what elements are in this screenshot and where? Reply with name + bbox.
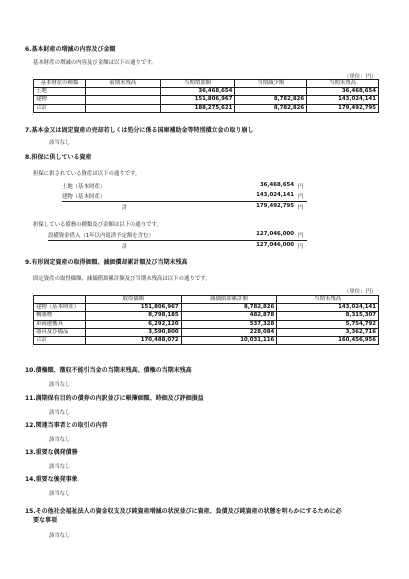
cell: 合計: [34, 104, 86, 112]
section-9-heading: 9.有形固定資産の取得価額、減価償却累計額及び当期末残高: [25, 259, 188, 266]
section-14-heading: 14.重要な後発事象: [25, 476, 78, 483]
table-header-row: [34, 80, 379, 88]
section-14-body: 該当なし: [49, 491, 71, 497]
header-cell: 基本財産の種類: [34, 80, 86, 88]
cell: 5,754,792: [277, 320, 379, 328]
collateral-total-row: [0, 203, 409, 211]
collateral-value: 36,468,654: [259, 182, 294, 188]
cell: 建物（基本財産）: [34, 304, 86, 312]
section-8-intro1: 担保に供されている資産は以下の通りです。: [33, 171, 141, 177]
cell: 3,590,800: [85, 328, 181, 336]
collateral-row: [0, 192, 409, 200]
cell: 8,782,826: [235, 96, 307, 104]
cell: 8,798,185: [85, 312, 181, 320]
table-row: [34, 96, 379, 104]
header-cell: 当期末残高: [307, 80, 379, 88]
cell: 建物: [34, 96, 86, 104]
table-header-row: [34, 296, 379, 304]
header-cell: 当期減少額: [235, 80, 307, 88]
table-row: [34, 328, 379, 336]
header-cell: 当期末残高: [277, 296, 379, 304]
cell: 36,468,654: [160, 88, 235, 96]
fixed-asset-table: [33, 295, 379, 345]
cell: 10,031,116: [181, 337, 277, 345]
debt-row: [0, 231, 409, 239]
cell: 8,315,307: [277, 312, 379, 320]
cell: 構築物: [34, 312, 86, 320]
divider: [48, 240, 307, 241]
collateral-unit: 円: [298, 184, 304, 190]
debt-total-row: [0, 242, 409, 250]
section-9-intro: 固定資産の取得価額、減価償却累計額及び当期末残高は以下の通りです。: [33, 276, 211, 282]
cell: 8,782,826: [181, 304, 277, 312]
debt-unit: 円: [298, 233, 304, 239]
cell: 143,024,141: [307, 96, 379, 104]
cell: [235, 88, 307, 96]
section-11-heading: 11.満期保有目的の債券の内訳並びに帳簿価額、時価及び評価損益: [25, 395, 204, 402]
section-9-unit: （単位：円）: [344, 289, 377, 295]
cell: 188,275,621: [160, 104, 235, 112]
collateral-value: 143,024,141: [256, 192, 294, 198]
section-10-heading: 10.債権額、徴収不能引当金の当期末残高、債権の当期末残高: [25, 367, 192, 374]
collateral-label: 土地（基本財産）: [62, 184, 106, 190]
section-12-body: 該当なし: [49, 437, 71, 443]
section-15-body: 該当なし: [49, 533, 71, 539]
section-15-heading: 15.その他社会福祉法人の資金収支及び純資産増減の状況並びに資産、負債及び純資産の状態を明らかにするために必: [25, 508, 342, 515]
cell: 228,084: [181, 328, 277, 336]
collateral-row: [0, 182, 409, 190]
cell: 537,328: [181, 320, 277, 328]
section-8-heading: 8.担保に供している資産: [25, 154, 92, 161]
cell: 36,468,654: [307, 88, 379, 96]
header-cell: 取得価額: [85, 296, 181, 304]
table-row: [34, 320, 379, 328]
section-6-unit: （単位：円）: [344, 74, 377, 80]
total-label: 計: [122, 205, 128, 211]
header-cell: 当期増加額: [160, 80, 235, 88]
cell: 合計: [34, 337, 86, 345]
cell: 車両運搬具: [34, 320, 86, 328]
total-label: 計: [122, 244, 128, 250]
cell: 3,362,716: [277, 328, 379, 336]
total-value: 179,492,795: [256, 203, 294, 209]
table-row: [34, 337, 379, 345]
table-row: [34, 88, 379, 96]
section-13-heading: 13.重要な偶発債務: [25, 449, 78, 456]
cell: 170,488,072: [85, 337, 181, 345]
section-7-heading: 7.基本金又は固定資産の売却若しくは処分に係る国庫補助金等特別積立金の取り崩し: [25, 127, 254, 134]
cell: 179,492,795: [307, 104, 379, 112]
section-6-intro: 基本財産の増減の内容及び金額は以下の通りです。: [33, 60, 157, 66]
cell: [85, 104, 160, 112]
total-value: 127,046,000: [256, 242, 294, 248]
base-asset-table: [33, 79, 379, 113]
cell: 8,782,826: [235, 104, 307, 112]
cell: 482,878: [181, 312, 277, 320]
header-cell: 前期末残高: [85, 80, 160, 88]
section-15-heading-cont: 要な事項: [33, 517, 58, 524]
table-row: [34, 104, 379, 112]
cell: 6,292,120: [85, 320, 181, 328]
total-unit: 円: [298, 244, 304, 250]
cell: [85, 88, 160, 96]
section-13-body: 該当なし: [49, 464, 71, 470]
cell: 土地: [34, 88, 86, 96]
collateral-unit: 円: [298, 194, 304, 200]
section-8-intro2: 担保している債務の種類及び金額は以下の通りです。: [33, 222, 162, 228]
cell: 160,456,956: [277, 337, 379, 345]
table-row: [34, 312, 379, 320]
section-11-body: 該当なし: [49, 410, 71, 416]
divider: [62, 201, 307, 202]
header-cell: [34, 296, 86, 304]
section-12-heading: 12.関連当事者との取引の内容: [25, 422, 108, 429]
section-6-heading: 6.基本財産の増減の内容及び金額: [25, 46, 116, 53]
section-7-body: 該当なし: [49, 140, 71, 146]
collateral-label: 建物（基本財産）: [62, 194, 106, 200]
header-cell: 減価償却累計額: [181, 296, 277, 304]
section-10-body: 該当なし: [49, 382, 71, 388]
debt-value: 127,046,000: [256, 231, 294, 237]
debt-label: 設備資金借入（1年以内返済予定額を含む）: [48, 233, 154, 239]
total-unit: 円: [298, 205, 304, 211]
table-row: [34, 304, 379, 312]
cell: 143,024,141: [277, 304, 379, 312]
cell: 器具及び備品: [34, 328, 86, 336]
cell: 151,806,967: [160, 96, 235, 104]
cell: [85, 96, 160, 104]
cell: 151,806,967: [85, 304, 181, 312]
